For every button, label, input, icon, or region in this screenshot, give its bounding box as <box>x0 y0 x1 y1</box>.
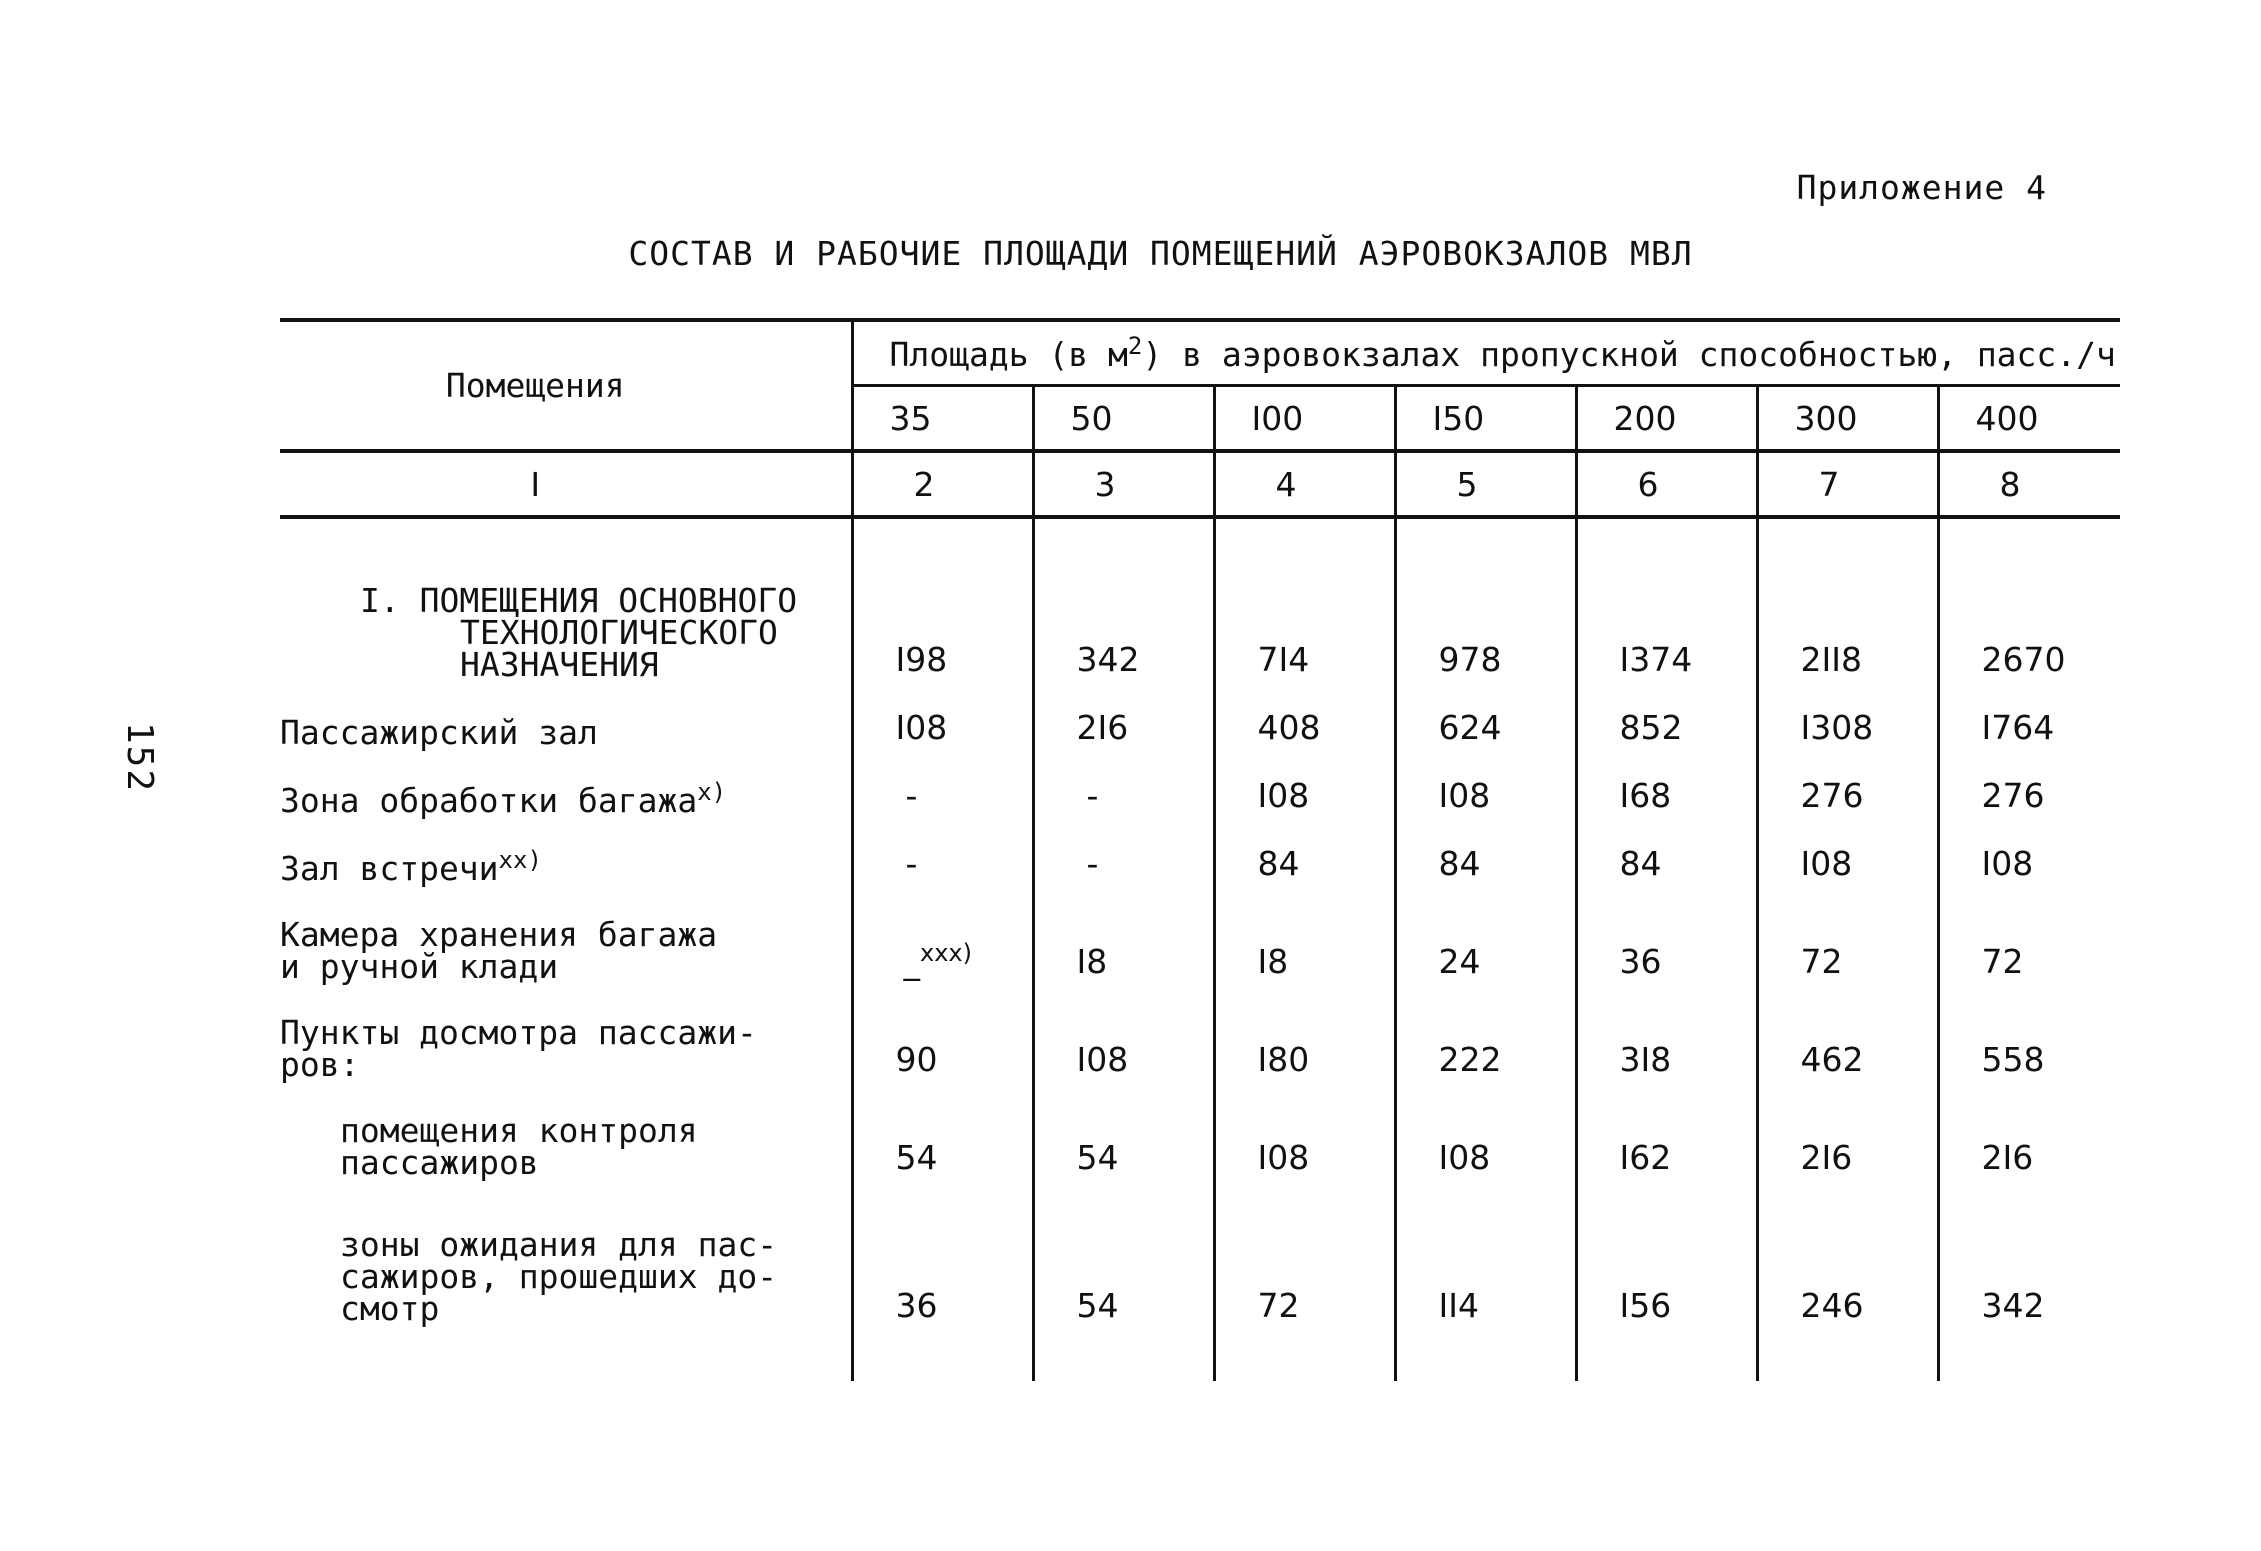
table-row <box>280 817 2120 885</box>
table-cell: 342 <box>1938 1179 2120 1331</box>
table-cell: I98 <box>852 517 1033 681</box>
table-cell: 72 <box>1757 885 1938 983</box>
column-number: 3 <box>1033 451 1214 517</box>
table-cell: I764 <box>1938 681 2120 749</box>
table-row <box>280 681 2120 749</box>
table-cell: 2I6 <box>1938 1081 2120 1179</box>
areas-table <box>280 318 2120 1381</box>
table-cell: II4 <box>1395 1179 1576 1331</box>
table-cell: 2670 <box>1938 517 2120 681</box>
table-cell: I08 <box>1938 817 2120 885</box>
table-cell: - <box>852 817 1033 885</box>
table-cell: I374 <box>1576 517 1757 681</box>
table-cell: - <box>852 749 1033 817</box>
table-cell: I08 <box>852 681 1033 749</box>
table-row <box>280 1179 2120 1331</box>
capacity-header: I00 <box>1214 386 1395 452</box>
table-cell: 342 <box>1033 517 1214 681</box>
column-number: 4 <box>1214 451 1395 517</box>
table-cell: I08 <box>1214 1081 1395 1179</box>
capacity-header: I50 <box>1395 386 1576 452</box>
table-cell: I08 <box>1395 749 1576 817</box>
table-cell: 84 <box>1395 817 1576 885</box>
table-cell: 624 <box>1395 681 1576 749</box>
row-label-line: сажиров, прошедших до- <box>340 1257 778 1296</box>
table-row <box>280 749 2120 817</box>
table-row <box>280 885 2120 983</box>
table-row-spacer <box>280 1331 2120 1381</box>
column-number: 7 <box>1757 451 1938 517</box>
row-label-line: Камера хранения багажа <box>280 915 718 954</box>
table-cell: I8 <box>1033 885 1214 983</box>
row-label-text: Зона обработки багажа <box>280 781 698 820</box>
table-cell: 90 <box>852 983 1033 1081</box>
row-label <box>280 817 852 888</box>
table-row <box>280 1081 2120 1179</box>
section-line: ТЕХНОЛОГИЧЕСКОГО <box>460 613 778 652</box>
row-label: Пассажирский зал <box>280 713 598 752</box>
row-label-line: зоны ожидания для пас- <box>340 1225 778 1264</box>
column-number: 8 <box>1938 451 2120 517</box>
table-cell: 7I4 <box>1214 517 1395 681</box>
rooms-header: Помещения <box>280 320 852 451</box>
row-label-line: смотр <box>340 1289 440 1328</box>
document-title: СОСТАВ И РАБОЧИЕ ПЛОЩАДИ ПОМЕЩЕНИЙ АЭРОВОКЗАЛОВ МВЛ <box>628 234 1693 273</box>
table-row <box>280 983 2120 1081</box>
table-cell: 84 <box>1576 817 1757 885</box>
table-cell: 2I6 <box>1033 681 1214 749</box>
section-line: I. ПОМЕЩЕНИЯ ОСНОВНОГО <box>360 581 798 620</box>
table-cell: 36 <box>1576 885 1757 983</box>
area-header-sup: 2 <box>1127 332 1143 360</box>
capacity-header: 300 <box>1757 386 1938 452</box>
table-cell: I80 <box>1214 983 1395 1081</box>
table-cell: 36 <box>852 1179 1033 1331</box>
table-cell: I62 <box>1576 1081 1757 1179</box>
column-number: I <box>280 451 852 517</box>
capacity-header: 200 <box>1576 386 1757 452</box>
footnote-mark: x) <box>697 778 727 806</box>
row-label-line: помещения контроля <box>340 1111 698 1150</box>
capacity-header: 50 <box>1033 386 1214 452</box>
table-cell: I08 <box>1395 1081 1576 1179</box>
table-cell: I68 <box>1576 749 1757 817</box>
table-cell: I08 <box>1033 983 1214 1081</box>
table-cell: I08 <box>1757 817 1938 885</box>
area-header <box>852 320 2120 386</box>
area-header-pre: Площадь (в м <box>889 335 1128 374</box>
table-cell: 2II8 <box>1757 517 1938 681</box>
footnote-mark: xxx) <box>920 939 972 967</box>
table-cell: 54 <box>1033 1179 1214 1331</box>
table-cell: 276 <box>1938 749 2120 817</box>
table-cell: 84 <box>1214 817 1395 885</box>
page-number: 152 <box>119 722 160 794</box>
section-heading <box>280 517 852 684</box>
table-row <box>280 517 2120 681</box>
table-cell: I56 <box>1576 1179 1757 1331</box>
table-cell: 72 <box>1938 885 2120 983</box>
area-header-post: ) в аэровокзалах пропускной способностью, пасс./ч <box>1142 335 2116 374</box>
row-label <box>280 749 852 820</box>
cell-text: _ <box>903 942 920 981</box>
table-cell: 2I6 <box>1757 1081 1938 1179</box>
footnote-mark: xx) <box>498 846 542 874</box>
row-label <box>280 983 852 1084</box>
row-label-line: Пункты досмотра пассажи- <box>280 1013 757 1052</box>
table-cell: 54 <box>1033 1081 1214 1179</box>
table-cell: 978 <box>1395 517 1576 681</box>
table-cell: 852 <box>1576 681 1757 749</box>
table-cell: 222 <box>1395 983 1576 1081</box>
table-cell: 72 <box>1214 1179 1395 1331</box>
row-label <box>280 1081 852 1182</box>
table-cell: I8 <box>1214 885 1395 983</box>
table-cell: - <box>1033 817 1214 885</box>
table-cell: 276 <box>1757 749 1938 817</box>
table-cell: 246 <box>1757 1179 1938 1331</box>
row-label <box>280 885 852 986</box>
column-number: 5 <box>1395 451 1576 517</box>
row-label-line: пассажиров <box>340 1143 539 1182</box>
table-cell: 462 <box>1757 983 1938 1081</box>
row-label <box>280 1179 852 1331</box>
column-number: 6 <box>1576 451 1757 517</box>
table-cell: 24 <box>1395 885 1576 983</box>
capacity-header: 35 <box>852 386 1033 452</box>
table-cell <box>852 885 1033 983</box>
column-number: 2 <box>852 451 1033 517</box>
table-cell: 54 <box>852 1081 1033 1179</box>
table-cell: - <box>1033 749 1214 817</box>
table-cell: I308 <box>1757 681 1938 749</box>
table-cell: 408 <box>1214 681 1395 749</box>
capacity-header: 400 <box>1938 386 2120 452</box>
table-cell: 558 <box>1938 983 2120 1081</box>
section-line: НАЗНАЧЕНИЯ <box>460 645 659 684</box>
row-label-line: ров: <box>280 1045 360 1084</box>
table-cell: 3I8 <box>1576 983 1757 1081</box>
row-label-text: Зал встречи <box>280 849 499 888</box>
appendix-label: Приложение 4 <box>1796 168 2047 207</box>
row-label-line: и ручной клади <box>280 947 559 986</box>
table-cell: I08 <box>1214 749 1395 817</box>
